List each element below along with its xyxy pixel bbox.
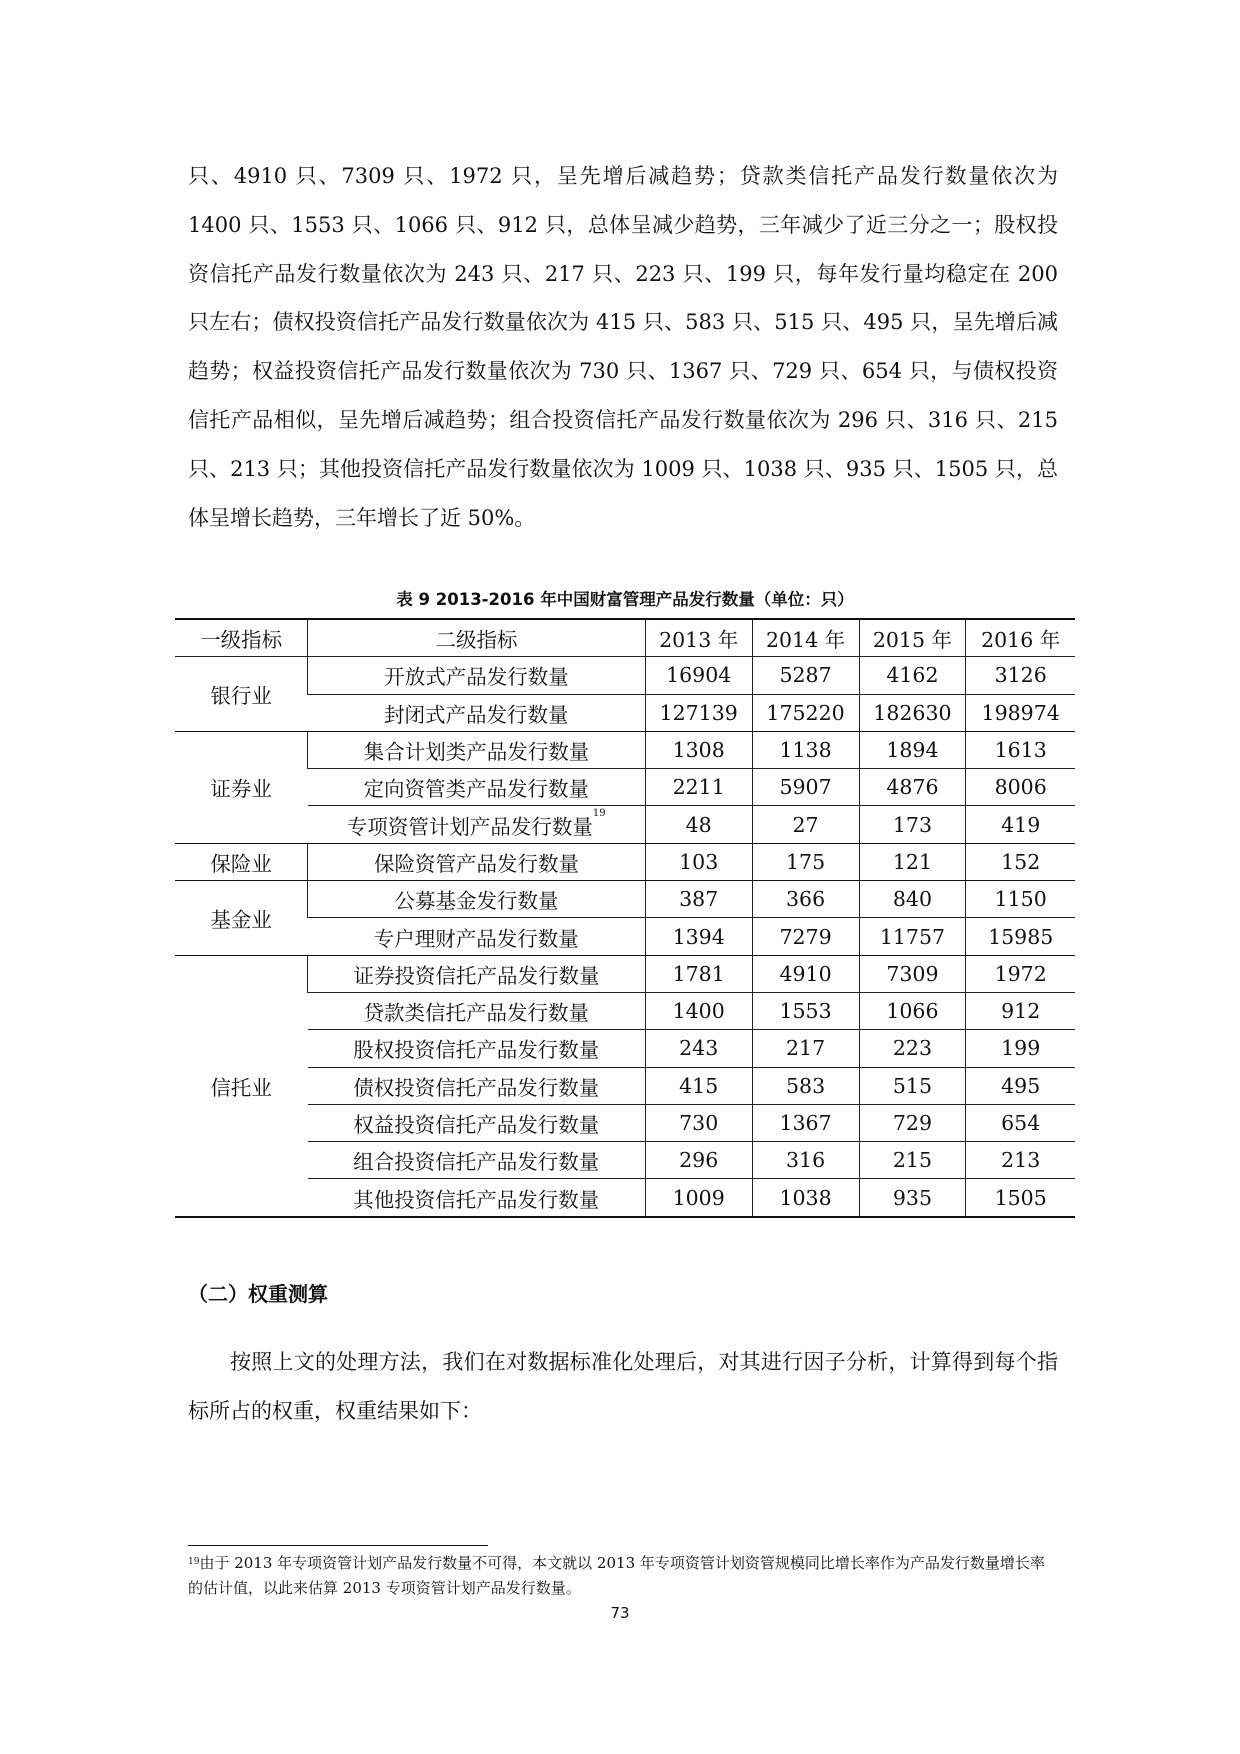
table-row (175, 881, 1075, 918)
table-caption: 表 9 2013-2016 年中国财富管理产品发行数量（单位：只） (396, 590, 854, 609)
category-cell: 证券业 (175, 731, 308, 843)
value-cell: 127139 (645, 694, 752, 731)
value-cell: 16904 (645, 657, 752, 694)
indicator-label: 债权投资信托产品发行数量 (353, 1075, 600, 1100)
indicator-label: 保险资管产品发行数量 (374, 851, 579, 876)
value-cell: 198974 (966, 694, 1075, 731)
value-cell: 387 (645, 881, 752, 918)
indicator-cell (308, 1067, 646, 1104)
value-cell: 27 (752, 806, 859, 843)
header-cell: 2013 年 (645, 619, 752, 657)
indicator-cell (308, 1104, 646, 1141)
value-cell: 1138 (752, 731, 859, 768)
indicator-cell (308, 881, 646, 918)
indicator-label: 集合计划类产品发行数量 (363, 740, 590, 765)
value-cell: 1150 (966, 881, 1075, 918)
table-row (175, 694, 1075, 731)
header-cell: 2016 年 (966, 619, 1075, 657)
indicator-label: 开放式产品发行数量 (384, 665, 569, 690)
header-cell: 一级指标 (175, 619, 308, 657)
header-cell: 2014 年 (752, 619, 859, 657)
body-paragraph-weights: 按照上文的处理方法，我们在对数据标准化处理后，对其进行因子分析，计算得到每个指标所占的权重，权重结果如下： (188, 1350, 1058, 1423)
value-cell: 173 (859, 806, 966, 843)
indicator-label: 其他投资信托产品发行数量 (353, 1187, 600, 1212)
value-cell: 840 (859, 881, 966, 918)
table-row (175, 657, 1075, 694)
value-cell: 213 (966, 1142, 1075, 1179)
table-row (175, 1179, 1075, 1217)
value-cell: 199 (966, 1030, 1075, 1067)
header-cell: 2015 年 (859, 619, 966, 657)
value-cell: 182630 (859, 694, 966, 731)
indicator-label: 股权投资信托产品发行数量 (353, 1038, 600, 1063)
value-cell: 419 (966, 806, 1075, 843)
value-cell: 4162 (859, 657, 966, 694)
footnote-ref: 19 (592, 807, 606, 819)
value-cell: 243 (645, 1030, 752, 1067)
category-cell: 基金业 (175, 881, 308, 956)
value-cell: 1038 (752, 1179, 859, 1217)
value-cell: 15985 (966, 918, 1075, 955)
value-cell: 1505 (966, 1179, 1075, 1217)
value-cell: 1781 (645, 955, 752, 992)
indicator-label: 贷款类信托产品发行数量 (363, 1001, 589, 1026)
body-paragraph-trust-products: 只、4910 只、7309 只、1972 只，呈先增后减趋势；贷款类信托产品发行数量依次为 1400 只、1553 只、1066 只、912 只，总体呈减少趋势，三年减少了近三分之一；股权投资信托产品发行数量依次为 243 只、217 只、223 只、199 只，每年发行量均稳定在 200 只左右；债权投资信托产品发行数量依次为 415 只、583 只、515 只、495 只，呈先增后减趋势；权益投资信托产品发行数量依次为 730 只、1367 只、729 只、654 只，与债权投资信托产品相似，呈先增后减趋势；组合投资信托产品发行数量依次为 296 只、316 只、215 只、213 只；其他投资信托产品发行数量依次为 1009 只、1038 只、935 只、1505 只，总体呈增长趋势，三年增长了近 50%。 (188, 164, 1058, 530)
value-cell: 415 (645, 1067, 752, 1104)
value-cell: 1066 (859, 992, 966, 1029)
indicator-cell (308, 1179, 646, 1217)
value-cell: 223 (859, 1030, 966, 1067)
table-row (175, 1067, 1075, 1104)
indicator-cell (308, 843, 646, 880)
table-row (175, 806, 1075, 843)
value-cell: 7279 (752, 918, 859, 955)
indicator-cell (308, 992, 646, 1029)
value-cell: 215 (859, 1142, 966, 1179)
value-cell: 1894 (859, 731, 966, 768)
value-cell: 1394 (645, 918, 752, 955)
section-heading: （二）权重测算 (188, 1282, 328, 1306)
value-cell: 296 (645, 1142, 752, 1179)
indicator-cell (308, 806, 646, 843)
value-cell: 121 (859, 843, 966, 880)
value-cell: 1400 (645, 992, 752, 1029)
table-row (175, 918, 1075, 955)
value-cell: 912 (966, 992, 1075, 1029)
indicator-label: 定向资管类产品发行数量 (363, 777, 589, 802)
value-cell: 5287 (752, 657, 859, 694)
category-cell: 信托业 (175, 955, 308, 1217)
footnote-marker: 19 (188, 1557, 200, 1567)
value-cell: 515 (859, 1067, 966, 1104)
category-cell: 银行业 (175, 657, 308, 732)
indicator-cell (308, 769, 646, 806)
footnote-divider (188, 1545, 488, 1546)
value-cell: 1613 (966, 731, 1075, 768)
indicator-cell (308, 918, 646, 955)
footnote-text: 由于 2013 年专项资管计划产品发行数量不可得，本文就以 2013 年专项资管计划资管规模同比增长率作为产品发行数量增长率的估计值，以此来估算 2013 专项资管计划产品发行数量。 (188, 1554, 1045, 1597)
value-cell: 3126 (966, 657, 1075, 694)
value-cell: 8006 (966, 769, 1075, 806)
table-row (175, 1142, 1075, 1179)
value-cell: 103 (645, 843, 752, 880)
indicator-label: 公募基金发行数量 (394, 889, 559, 914)
value-cell: 1009 (645, 1179, 752, 1217)
footnote (188, 1551, 1058, 1601)
table-header-row (175, 619, 1075, 657)
value-cell: 175220 (752, 694, 859, 731)
value-cell: 1553 (752, 992, 859, 1029)
indicator-label: 封闭式产品发行数量 (384, 702, 569, 727)
value-cell: 495 (966, 1067, 1075, 1104)
table-row (175, 1030, 1075, 1067)
indicator-cell (308, 657, 646, 694)
value-cell: 2211 (645, 769, 752, 806)
value-cell: 1367 (752, 1104, 859, 1141)
indicator-label: 权益投资信托产品发行数量 (353, 1113, 600, 1137)
table-row (175, 955, 1075, 992)
table-row (175, 731, 1075, 768)
table-row (175, 992, 1075, 1029)
indicator-cell (308, 731, 646, 768)
table-row (175, 1104, 1075, 1141)
indicator-cell (308, 955, 646, 992)
value-cell: 152 (966, 843, 1075, 880)
indicator-label: 证券投资信托产品发行数量 (353, 963, 600, 988)
header-cell: 二级指标 (308, 619, 646, 657)
value-cell: 654 (966, 1104, 1075, 1141)
value-cell: 366 (752, 881, 859, 918)
value-cell: 48 (645, 806, 752, 843)
value-cell: 175 (752, 843, 859, 880)
table-row (175, 843, 1075, 880)
indicator-cell (308, 1142, 646, 1179)
category-cell: 保险业 (175, 843, 308, 880)
value-cell: 316 (752, 1142, 859, 1179)
indicator-label: 组合投资信托产品发行数量 (353, 1150, 600, 1175)
value-cell: 7309 (859, 955, 966, 992)
value-cell: 729 (859, 1104, 966, 1141)
indicator-cell (308, 1030, 646, 1067)
wealth-products-table (175, 618, 1075, 1218)
page-number: 73 (610, 1604, 630, 1622)
value-cell: 730 (645, 1104, 752, 1141)
value-cell: 4876 (859, 769, 966, 806)
value-cell: 1972 (966, 955, 1075, 992)
indicator-cell (308, 694, 646, 731)
value-cell: 217 (752, 1030, 859, 1067)
indicator-label: 专项资管计划产品发行数量 (346, 814, 593, 839)
value-cell: 935 (859, 1179, 966, 1217)
value-cell: 1308 (645, 731, 752, 768)
value-cell: 4910 (752, 955, 859, 992)
value-cell: 5907 (752, 769, 859, 806)
indicator-label: 专户理财产品发行数量 (373, 926, 579, 951)
value-cell: 11757 (859, 918, 966, 955)
value-cell: 583 (752, 1067, 859, 1104)
table-row (175, 769, 1075, 806)
